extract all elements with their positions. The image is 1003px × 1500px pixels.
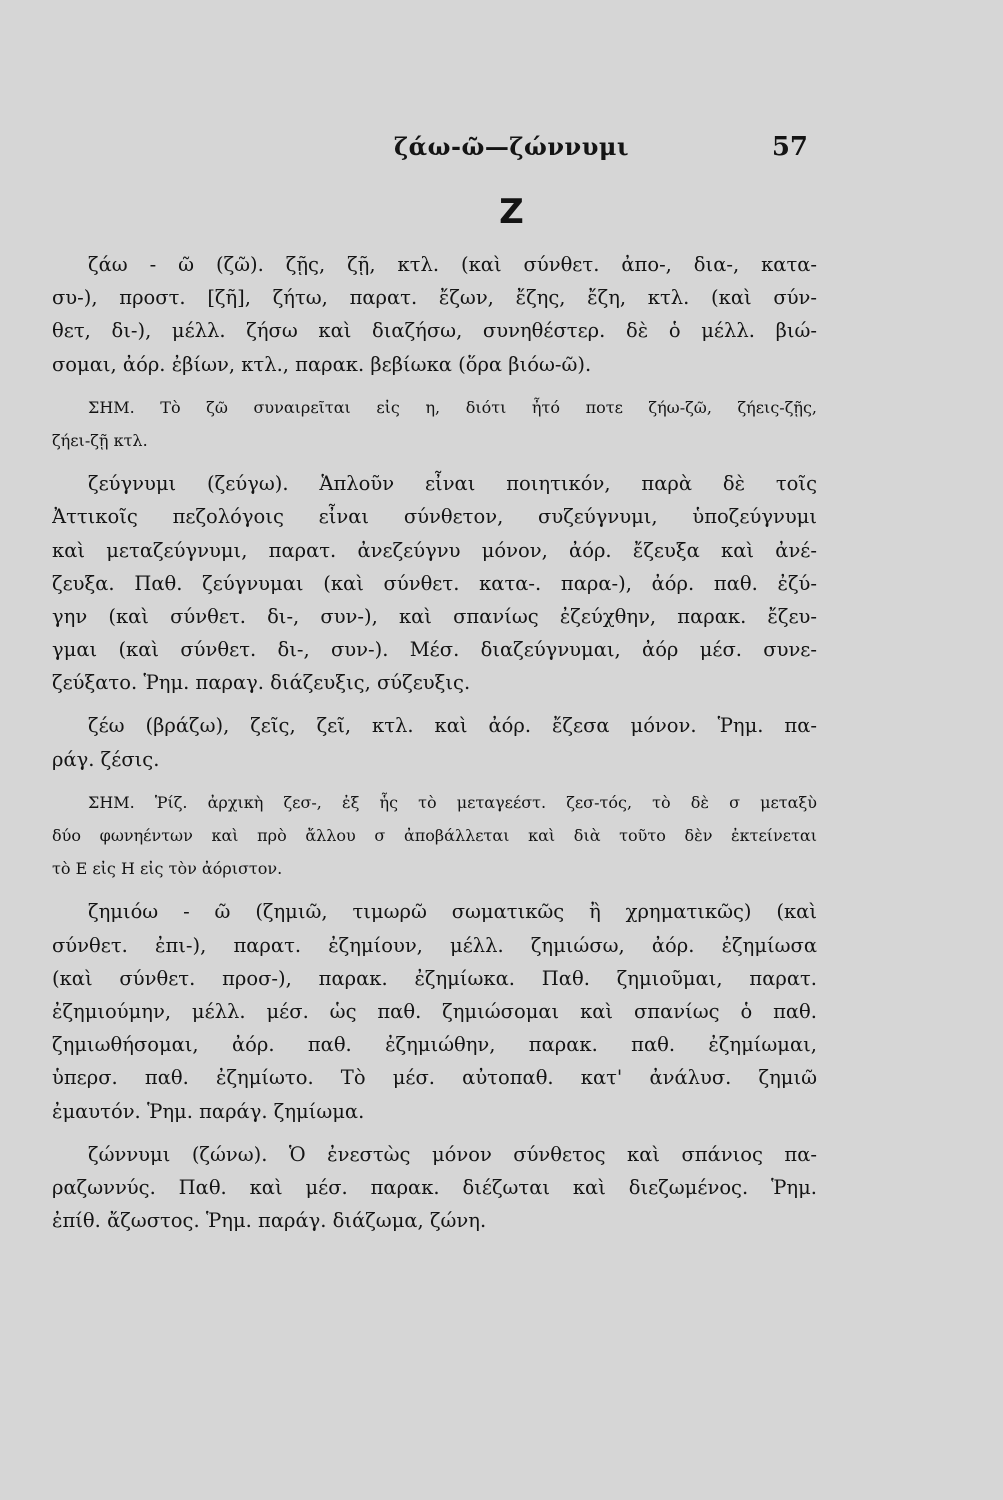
text-line: (καὶ σύνθετ. προσ-), παρακ. ἐζημίωκα. Παθ. ζημιοῦμαι, παρατ. <box>52 966 817 990</box>
text-line: θετ, δι-), μέλλ. ζήσω καὶ διαζήσω, συνηθέστερ. δὲ ὁ μέλλ. βιώ- <box>52 319 817 343</box>
text-line: συ-), προστ. [ζῆ], ζήτω, παρατ. ἔζων, ἔζης, ἔζη, κτλ. (καὶ σύν- <box>52 286 817 310</box>
page-number: 57 <box>771 132 808 162</box>
entry-gap <box>52 776 817 786</box>
text-line: σομαι, ἀόρ. ἐβίων, κτλ., παρακ. βεβίωκα (ὅρα βιόω-ῶ). <box>52 352 592 376</box>
entry-zao <box>52 248 817 381</box>
entry-gap <box>52 885 817 895</box>
text-line: τὸ Ε εἰς Η εἰς τὸν ἀόριστον. <box>52 859 283 879</box>
running-head: ζάω-ῶ—ζώννυμι <box>393 132 630 161</box>
text-line: ἐμαυτόν. Ῥημ. παράγ. ζημίωμα. <box>52 1099 365 1123</box>
entry-zemioo <box>52 895 817 1127</box>
text-line: ραζωννύς. Παθ. καὶ μέσ. παρακ. διέζωται καὶ διεζωμένος. Ῥημ. <box>52 1175 817 1199</box>
text-line: ζάω - ῶ (ζῶ). ζῇς, ζῇ, κτλ. (καὶ σύνθετ. ἀπο-, δια-, κατα- <box>88 253 817 276</box>
text-line: γμαι (καὶ σύνθετ. δι-, συν-). Μέσ. διαζεύγνυμαι, ἀόρ μέσ. συνε- <box>52 638 817 662</box>
text-line: ἐζημιούμην, μέλλ. μέσ. ὡς παθ. ζημιώσομαι καὶ σπανίως ὁ παθ. <box>52 999 817 1023</box>
text-line: ζέω (βράζω), ζεῖς, ζεῖ, κτλ. καὶ ἀόρ. ἔζεσα μόνον. Ῥημ. πα- <box>88 714 817 738</box>
text-line: ΣΗΜ. Ῥίζ. ἀρχικὴ ζεσ-, ἐξ ἧς τὸ μεταγεέστ. ζεσ-τός, τὸ δὲ σ μεταξὺ <box>88 792 817 812</box>
text-line: ζευξα. Παθ. ζεύγνυμαι (καὶ σύνθετ. κατα-. παρα-), ἀόρ. παθ. ἐζύ- <box>52 571 817 595</box>
entry-gap <box>52 699 817 709</box>
text-line: καὶ μεταζεύγνυμι, παρατ. ἀνεζεύγνυ μόνον, ἀόρ. ἔζευξα καὶ ἀνέ- <box>52 538 817 562</box>
page-header <box>0 130 1003 170</box>
text-line: ἐπίθ. ἄζωστος. Ῥημ. παράγ. διάζωμα, ζώνη. <box>52 1209 487 1233</box>
text-line: γην (καὶ σύνθετ. δι-, συν-), καὶ σπανίως ἐζεύχθην, παρακ. ἔζευ- <box>52 604 817 628</box>
dictionary-body <box>52 248 817 1237</box>
text-line: ζώννυμι (ζώνω). Ὁ ἐνεστὼς μόνον σύνθετος καὶ σπάνιος πα- <box>88 1142 817 1166</box>
text-line: ζήει-ζῇ κτλ. <box>52 430 148 450</box>
text-line: ΣΗΜ. Τὸ ζῶ συναιρεῖται εἰς η, διότι ἦτό ποτε ζήω-ζῶ, ζήεις-ζῇς, <box>88 397 817 417</box>
text-line: ζημιωθήσομαι, ἀόρ. παθ. ἐζημιώθην, παρακ. παθ. ἐζημίωμαι, <box>52 1033 817 1057</box>
text-line: δύο φωνηέντων καὶ πρὸ ἄλλου σ ἀποβάλλεται καὶ διὰ τοῦτο δὲν ἐκτείνεται <box>52 826 817 845</box>
entry-zonnymi <box>52 1138 817 1238</box>
section-letter: Ζ <box>499 192 524 232</box>
text-line: ζεύγνυμι (ζεύγω). Ἁπλοῦν εἶναι ποιητικόν, παρὰ δὲ τοῖς <box>88 472 817 496</box>
entry-gap <box>52 1128 817 1138</box>
entry-gap <box>52 381 817 391</box>
text-line: σύνθετ. ἐπι-), παρατ. ἐζημίουν, μέλλ. ζημιώσω, ἀόρ. ἐζημίωσα <box>52 933 817 957</box>
entry-zeugnymi <box>52 467 817 699</box>
note-zao-note <box>52 391 817 457</box>
text-line: Ἀττικοῖς πεζολόγοις εἶναι σύνθετον, συζεύγνυμι, ὑποζεύγνυμι <box>52 505 817 529</box>
text-line: ὑπερσ. παθ. ἐζημίωτο. Τὸ μέσ. αὐτοπαθ. κατ' ἀνάλυσ. ζημιῶ <box>52 1066 817 1090</box>
text-line: ζεύξατο. Ῥημ. παραγ. διάζευξις, σύζευξις. <box>52 671 471 695</box>
text-line: ράγ. ζέσις. <box>52 747 160 771</box>
entry-gap <box>52 457 817 467</box>
entry-zeo <box>52 709 817 775</box>
note-zeo-note <box>52 786 817 886</box>
text-line: ζημιόω - ῶ (ζημιῶ, τιμωρῶ σωματικῶς ἢ χρηματικῶς) (καὶ <box>88 900 817 924</box>
